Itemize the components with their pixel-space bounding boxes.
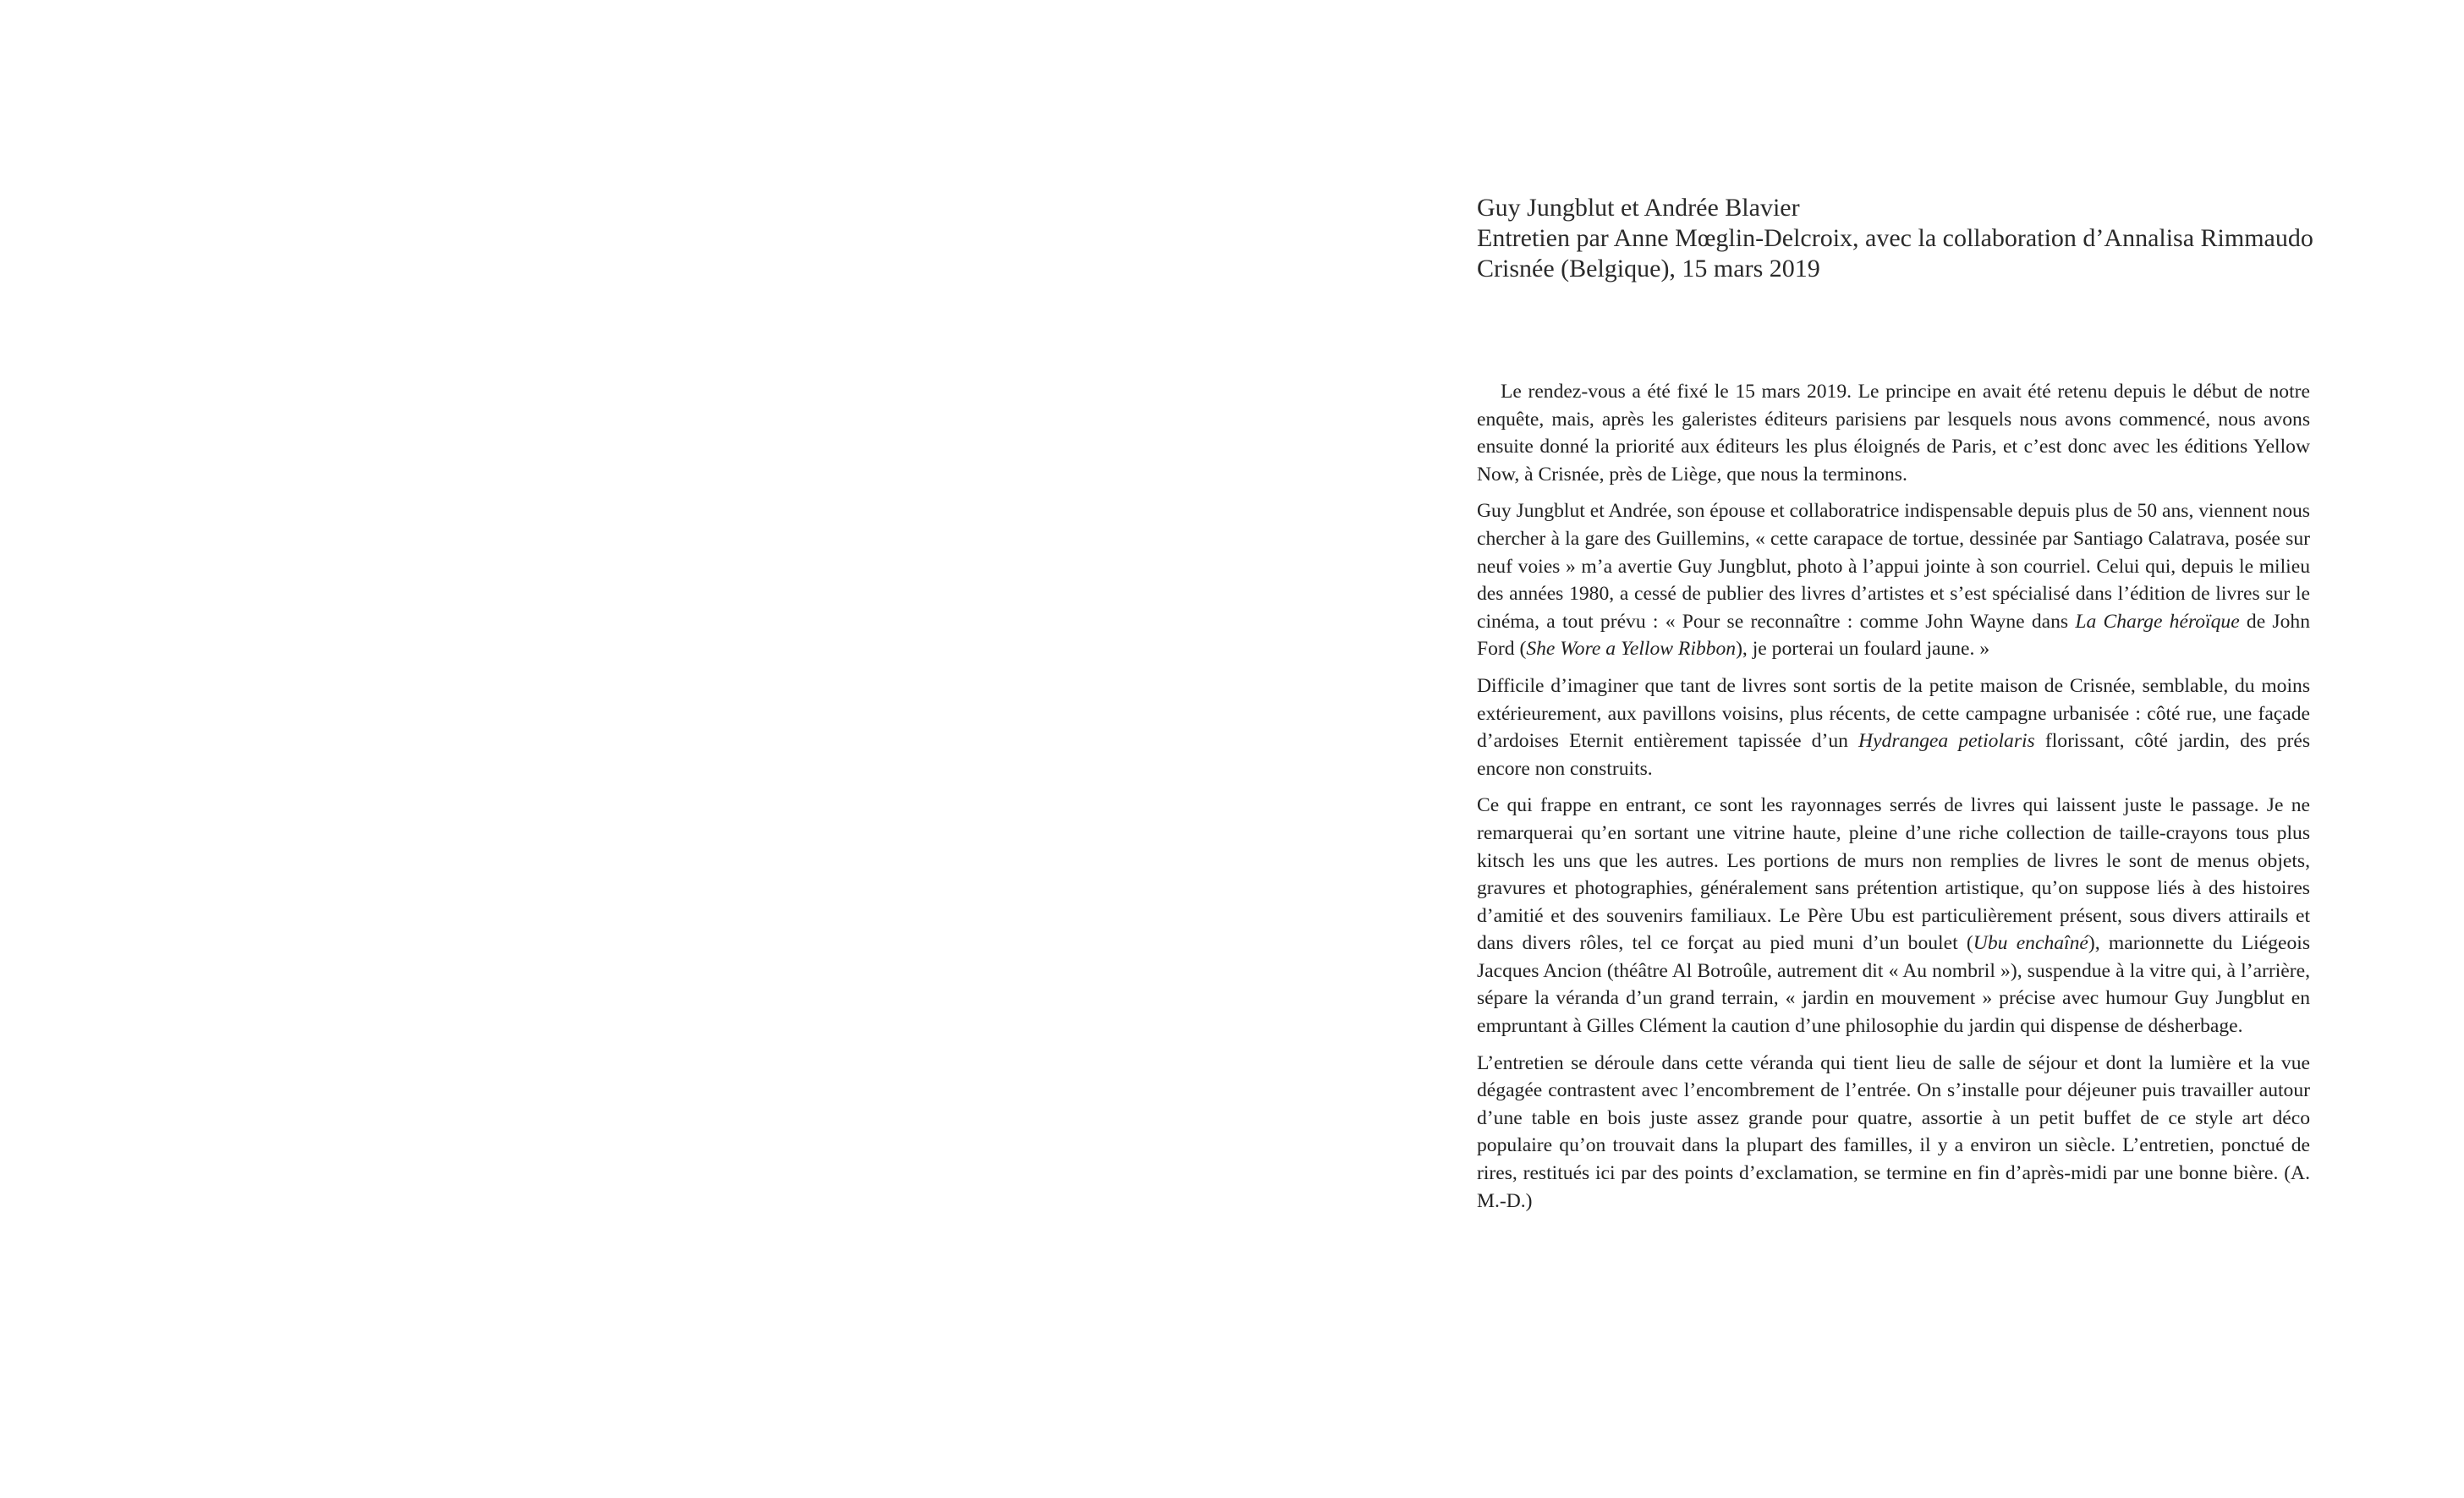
paragraph-3-text-a: Difficile d’imaginer que tant de livres sont sortis de la petite maison de Crisnée, semblable, du moins extérieurement, aux pavillons voisins, plus récents, de cette campagne urbanisée : côté rue, une façade d’ardoises Eternit entièrement tapissée d’un <box>1477 674 2310 753</box>
header-authors: Guy Jungblut et Andrée Blavier <box>1477 194 1800 222</box>
paragraph-2-text-a: Guy Jungblut et Andrée, son épouse et collaboratrice indispensable depuis plus de 50 ans, viennent nous chercher à la gare des Guillemins, « cette carapace de tortue, dessinée par Santiago Calatrava, posée sur neuf voies » m’a avertie Guy Jungblut, photo à l’appui jointe à son courriel. Celui qui, depuis le milieu des années 1980, a cessé de publier des livres d’artistes et s’est spécialisé dans l’édition de livres sur le cinéma, a tout prévu : « Pour se reconnaître : comme John Wayne dans <box>1477 500 2310 633</box>
film-title-english: She Wore a Yellow Ribbon <box>1526 638 1737 661</box>
paragraph-2-text-c: de John Ford ( <box>1477 610 2311 661</box>
paragraph-4-text-a: Ce qui frappe en entrant, ce sont les rayonnages serrés de livres qui laissent juste le passage. Je ne remarquerai qu’en sortant une vitrine haute, pleine d’une riche collection de taille-crayons tous plus kitsch les uns que les autres. Les portions de murs non remplies de livres le sont de menus objets, gravures et photographies, généralement sans prétention artistique, qu’on suppose liés à des histoires d’amitié et des souvenirs familiaux. Le Père Ubu est particulièrement présent, sous divers attirails et dans divers rôles, tel ce forçat au pied muni d’un boulet ( <box>1477 794 2310 955</box>
paragraph-3-text-c: florissant, côté jardin, des prés encore non construits. <box>1477 730 2311 780</box>
paragraph-5: L’entretien se déroule dans cette véranda qui tient lieu de salle de séjour et dont la lumière et la vue dégagée contrastent avec l’encombrement de l’entrée. On s’installe pour déjeuner puis travailler autour d’une table en bois juste assez grande pour quatre, assortie à un petit buffet de ce style art déco populaire qu’on trouvait dans la plupart des familles, il y a environ un siècle. L’entretien, ponctué de rires, restitués ici par des points d’exclamation, se termine en fin d’après-midi par une bonne bière. (A. M.-D.) <box>1477 1051 2310 1212</box>
paragraph-4 <box>1477 792 2310 1040</box>
paragraph-2 <box>1477 497 2310 663</box>
plant-name: Hydrangea petiolaris <box>1858 730 2035 753</box>
interview-header <box>1477 193 2323 284</box>
header-place-date: Crisnée (Belgique), 15 mars 2019 <box>1477 255 1820 283</box>
paragraph-1: Le rendez-vous a été fixé le 15 mars 2019. Le principe en avait été retenu depuis le début de notre enquête, mais, après les galeristes éditeurs parisiens par lesquels nous avons commencé, nous avons ensuite donné la priorité aux éditeurs les plus éloignés de Paris, et c’est donc avec les éditions Yellow Now, à Crisnée, près de Liège, que nous la terminons. <box>1477 381 2310 486</box>
puppet-title: Ubu enchaîné <box>1973 932 2088 955</box>
body-text <box>1477 378 2310 1224</box>
right-page <box>1232 0 2464 1498</box>
paragraph-2-text-e: ), je porterai un foulard jaune. » <box>1736 638 1990 661</box>
paragraph-3 <box>1477 672 2310 782</box>
paragraph-4-text-c: ), marionnette du Liégeois Jacques Ancion (théâtre Al Botroûle, autrement dit « Au nombril »), suspendue à la vitre qui, à l’arrière, sépare la véranda d’un grand terrain, « jardin en mouvement » précise avec humour Guy Jungblut en empruntant à Gilles Clément la caution d’une philosophie du jardin qui dispense de désherbage. <box>1477 932 2310 1038</box>
film-title-french: La Charge héroïque <box>2075 610 2240 633</box>
header-interviewers: Entretien par Anne Mœglin-Delcroix, avec la collaboration d’Annalisa Rimmaudo <box>1477 224 2313 252</box>
